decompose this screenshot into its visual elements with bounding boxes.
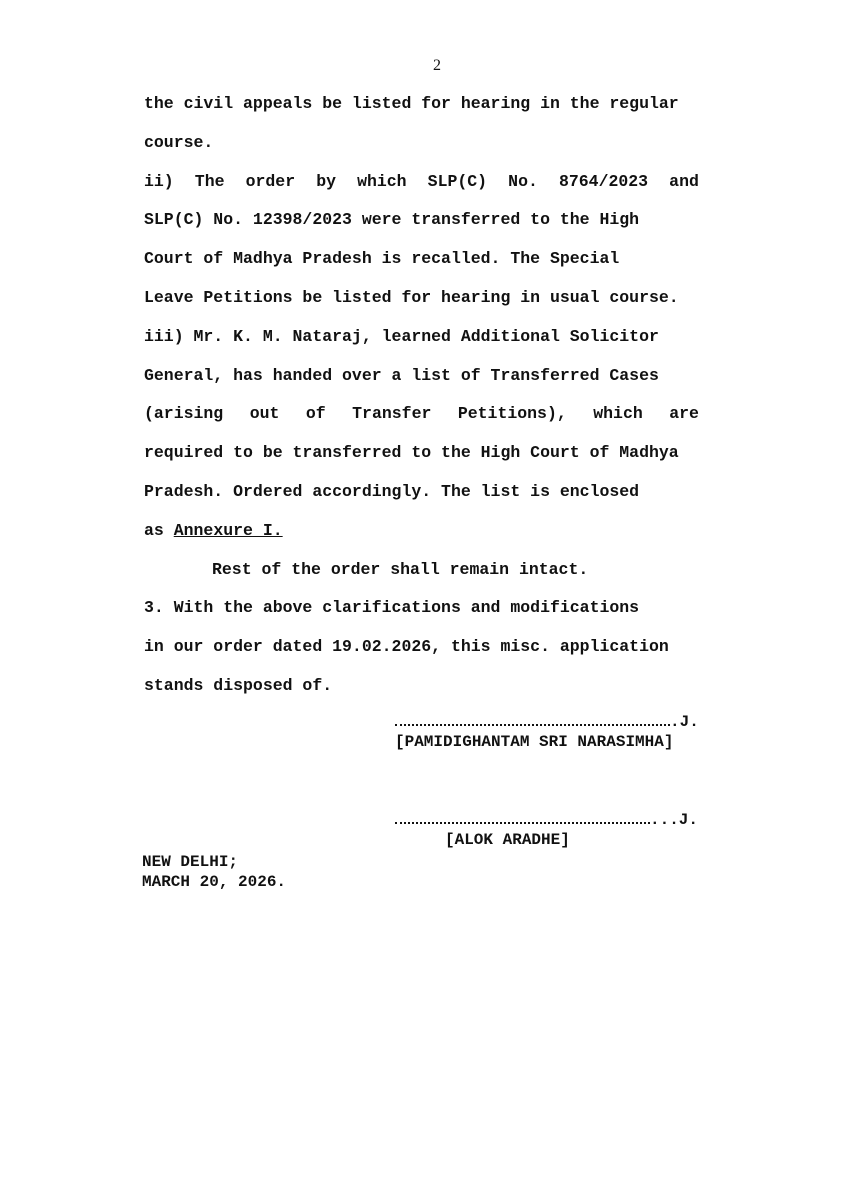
signature-suffix: ...J. bbox=[650, 811, 699, 829]
word: 8764/2023 bbox=[558, 171, 649, 191]
page-number: 2 bbox=[433, 57, 441, 74]
word: are bbox=[669, 404, 699, 424]
word: order bbox=[245, 171, 296, 191]
para3-line: 3. With the above clarifications and modifications bbox=[144, 598, 640, 618]
order-body bbox=[144, 85, 699, 706]
signature-dots bbox=[395, 724, 670, 726]
annexure-prefix: as bbox=[144, 520, 174, 540]
body-line: required to be transferred to the High Court of Madhya bbox=[144, 443, 679, 463]
place-date-block bbox=[142, 852, 286, 892]
body-line: Pradesh. Ordered accordingly. The list is enclosed bbox=[144, 481, 640, 501]
body-line: iii) Mr. K. M. Nataraj, learned Additional Solicitor bbox=[144, 326, 659, 346]
body-line: Court of Madhya Pradesh is recalled. The Special bbox=[144, 249, 620, 269]
body-line bbox=[144, 163, 699, 202]
body-line: Leave Petitions be listed for hearing in usual course. bbox=[144, 287, 679, 307]
signature-line bbox=[395, 713, 699, 731]
word: which bbox=[593, 404, 643, 424]
word: Petitions), bbox=[457, 404, 567, 424]
body-line: the civil appeals be listed for hearing in the regular bbox=[144, 94, 679, 113]
word: by bbox=[316, 171, 336, 191]
body-line bbox=[144, 395, 699, 434]
signature-dots bbox=[395, 822, 650, 824]
word: which bbox=[357, 171, 407, 191]
word: Transfer bbox=[352, 404, 432, 424]
word: (arising bbox=[144, 404, 224, 424]
date: MARCH 20, 2026. bbox=[142, 873, 287, 891]
signature-line bbox=[395, 811, 698, 829]
word: No. bbox=[508, 171, 538, 191]
place: NEW DELHI; bbox=[142, 853, 239, 871]
signature-suffix: .J. bbox=[670, 713, 699, 731]
annexure-label: Annexure I. bbox=[173, 520, 283, 540]
word: of bbox=[305, 404, 326, 424]
para3-line: stands disposed of. bbox=[144, 675, 333, 695]
signature-block-2 bbox=[395, 811, 698, 849]
body-line: course. bbox=[144, 132, 214, 152]
word: The bbox=[194, 171, 225, 191]
judge-name: [PAMIDIGHANTAM SRI NARASIMHA] bbox=[395, 733, 674, 751]
word: and bbox=[669, 171, 699, 191]
body-line: General, has handed over a list of Transferred Cases bbox=[144, 365, 659, 385]
word: SLP(C) bbox=[427, 171, 488, 191]
annexure-line bbox=[144, 512, 699, 551]
word: ii) bbox=[144, 171, 174, 191]
word: out bbox=[249, 404, 280, 424]
rest-of-order-line: Rest of the order shall remain intact. bbox=[212, 559, 589, 579]
para3-line: in our order dated 19.02.2026, this misc. application bbox=[144, 637, 669, 657]
body-line: SLP(C) No. 12398/2023 were transferred to the High bbox=[144, 210, 640, 230]
signature-block-1 bbox=[395, 713, 699, 751]
judge-name: [ALOK ARADHE] bbox=[445, 831, 570, 849]
